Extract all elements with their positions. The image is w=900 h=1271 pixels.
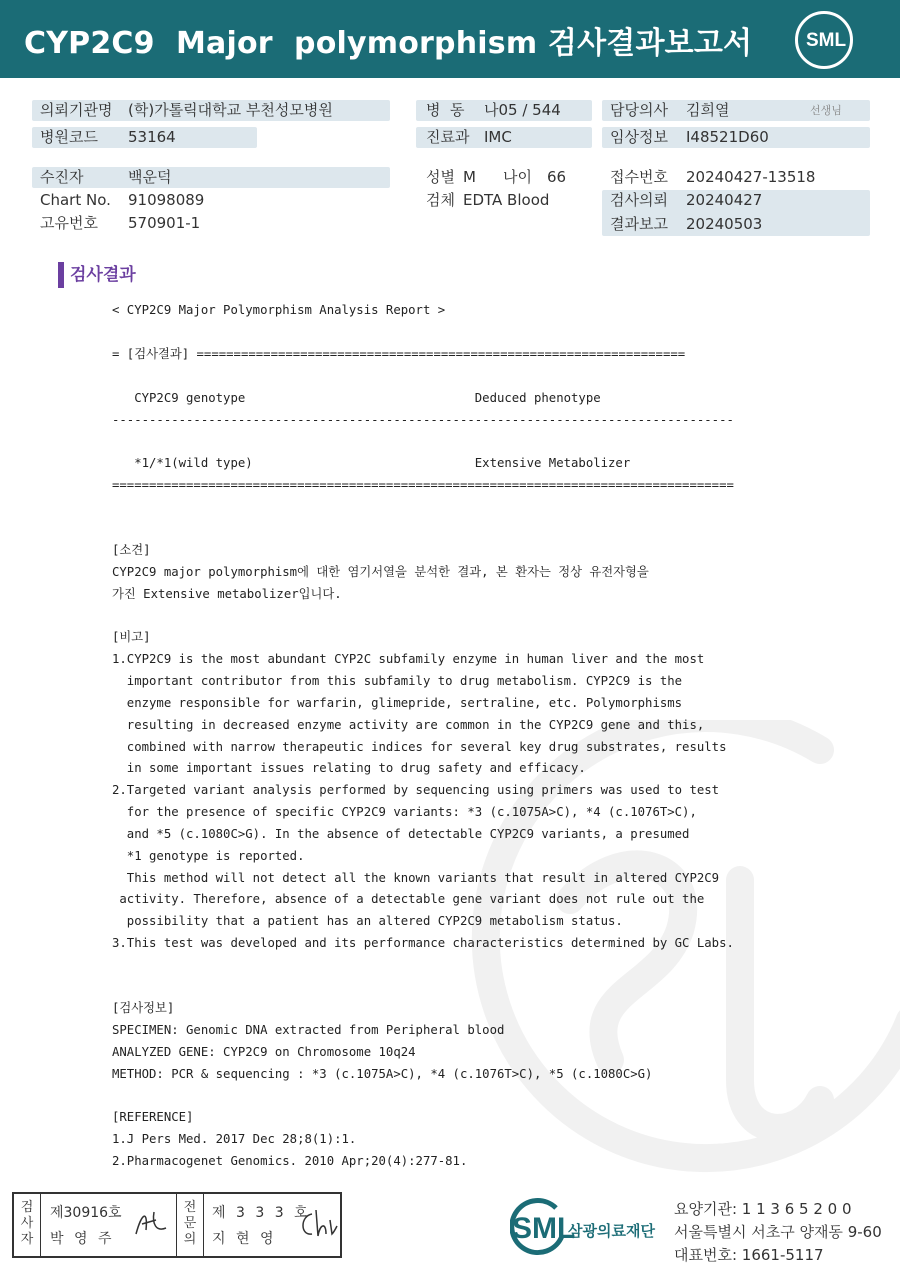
report-line: *1/*1(wild type) Extensive Metabolizer [112, 456, 631, 470]
dept-label: 진료과 [426, 128, 470, 146]
footer-address: 서울특별시 서초구 양재동 9-60 [674, 1223, 882, 1241]
signature-stamp [12, 1192, 342, 1258]
ward-value: 나05 / 544 [484, 101, 561, 119]
section-title: 검사결과 [70, 265, 136, 285]
footer-care-code: 요양기관: 1 1 3 6 5 2 0 0 [674, 1200, 852, 1218]
receipt-label: 접수번호 [610, 168, 668, 186]
hospital-code-value: 53164 [128, 128, 176, 146]
report-line: ANALYZED GENE: CYP2C9 on Chromosome 10q24 [112, 1045, 416, 1059]
stamp1-label: 검 사 자 [20, 1200, 34, 1247]
unique-value: 570901-1 [128, 214, 201, 232]
ward-label: 병 동 [426, 101, 465, 119]
age-value: 66 [547, 168, 567, 186]
age-label: 나이 [503, 168, 532, 186]
dept-value: IMC [484, 128, 512, 146]
signature1-icon [132, 1206, 172, 1242]
report-line: METHOD: PCR & sequencing : *3 (c.1075A>C), *4 (c.1076T>C), *5 (c.1080C>G) [112, 1067, 653, 1081]
report-line: 가진 Extensive metabolizer입니다. [112, 587, 342, 601]
sml-logo-text: SML [805, 30, 847, 51]
stamp1-number: 제30916호 [50, 1205, 122, 1221]
stamp2-name: 지 현 영 [212, 1231, 277, 1247]
report-line: [비고] [112, 630, 151, 644]
report-line: SPECIMEN: Genomic DNA extracted from Peripheral blood [112, 1023, 505, 1037]
field-bg-patient [32, 167, 390, 188]
doctor-suffix: 선생님 [810, 104, 842, 117]
report-line: 1.J Pers Med. 2017 Dec 28;8(1):1. [112, 1132, 357, 1146]
report-line: ------------------------------------------------------------------------------------ [112, 413, 734, 427]
receipt-value: 20240427-13518 [686, 168, 816, 186]
report-line: and *5 (c.1080C>G). In the absence of detectable CYP2C9 variants, a presumed [112, 827, 690, 841]
report-line: resulting in decreased enzyme activity are common in the CYP2C9 gene and this, [112, 718, 705, 732]
report-title: CYP2C9 Major polymorphism 검사결과보고서 [24, 26, 753, 61]
signature2-icon [296, 1206, 338, 1242]
chart-value: 91098089 [128, 191, 205, 209]
report-line: possibility that a patient has an altered CYP2C9 metabolism status. [112, 914, 623, 928]
stamp2-number: 제 3 3 3 호 [212, 1205, 311, 1221]
footer-org-name: 삼광의료재단 [568, 1222, 655, 1240]
sex-value: M [463, 168, 476, 186]
report-line: in some important issues relating to drug safety and efficacy. [112, 761, 586, 775]
report-line: 2.Targeted variant analysis performed by sequencing using primers was used to test [112, 783, 720, 797]
patient-label: 수진자 [40, 168, 84, 186]
section-bar [58, 262, 64, 288]
doctor-value: 김희열 [686, 101, 730, 119]
report-line: This method will not detect all the known variants that result in altered CYP2C9 [112, 871, 720, 885]
report-line: [소견] [112, 543, 151, 557]
institution-value: (학)가톨릭대학교 부천성모병원 [128, 101, 333, 119]
report-line: = [검사결과] ================================================================== [112, 347, 686, 361]
footer-logo-text: SML [512, 1212, 576, 1245]
unique-label: 고유번호 [40, 214, 98, 232]
report-line: CYP2C9 major polymorphism에 대한 염기서열을 분석한 결과, 본 환자는 정상 유전자형을 [112, 565, 649, 579]
report-line: combined with narrow therapeutic indices for several key drug substrates, results [112, 740, 727, 754]
clinical-value: I48521D60 [686, 128, 769, 146]
patient-value: 백운덕 [128, 168, 172, 186]
stamp1-name: 박 영 주 [50, 1231, 115, 1247]
report-line: important contributor from this subfamily to drug metabolism. CYP2C9 is the [112, 674, 683, 688]
request-label: 검사의뢰 [610, 191, 668, 209]
report-line: *1 genotype is reported. [112, 849, 305, 863]
report-line: for the presence of specific CYP2C9 variants: *3 (c.1075A>C), *4 (c.1076T>C), [112, 805, 697, 819]
request-value: 20240427 [686, 191, 763, 209]
report-line: ==================================================================================== [112, 478, 734, 492]
report-line: enzyme responsible for warfarin, glimepride, sertraline, etc. Polymorphisms [112, 696, 683, 710]
specimen-label: 검체 [426, 191, 455, 209]
report-line: 1.CYP2C9 is the most abundant CYP2C subfamily enzyme in human liver and the most [112, 652, 705, 666]
hospital-code-label: 병원코드 [40, 128, 98, 146]
report-date-value: 20240503 [686, 215, 763, 233]
report-header [0, 0, 900, 78]
report-line: [검사정보] [112, 1001, 175, 1015]
stamp2-label: 전 문 의 [183, 1200, 197, 1247]
specimen-value: EDTA Blood [463, 191, 550, 209]
chart-label: Chart No. [40, 191, 111, 209]
report-line: 3.This test was developed and its performance characteristics determined by GC Labs. [112, 936, 734, 950]
report-line: [REFERENCE] [112, 1110, 194, 1124]
report-line: 2.Pharmacogenet Genomics. 2010 Apr;20(4):277-81. [112, 1154, 468, 1168]
report-line: < CYP2C9 Major Polymorphism Analysis Report > [112, 303, 446, 317]
institution-label: 의뢰기관명 [40, 101, 113, 119]
report-line: activity. Therefore, absence of a detectable gene variant does not rule out the [112, 892, 705, 906]
doctor-label: 담당의사 [610, 101, 668, 119]
sex-label: 성별 [426, 168, 455, 186]
report-line: CYP2C9 genotype Deduced phenotype [112, 391, 601, 405]
clinical-label: 임상정보 [610, 128, 668, 146]
footer-phone: 대표번호: 1661-5117 [674, 1246, 824, 1264]
report-date-label: 결과보고 [610, 215, 668, 233]
